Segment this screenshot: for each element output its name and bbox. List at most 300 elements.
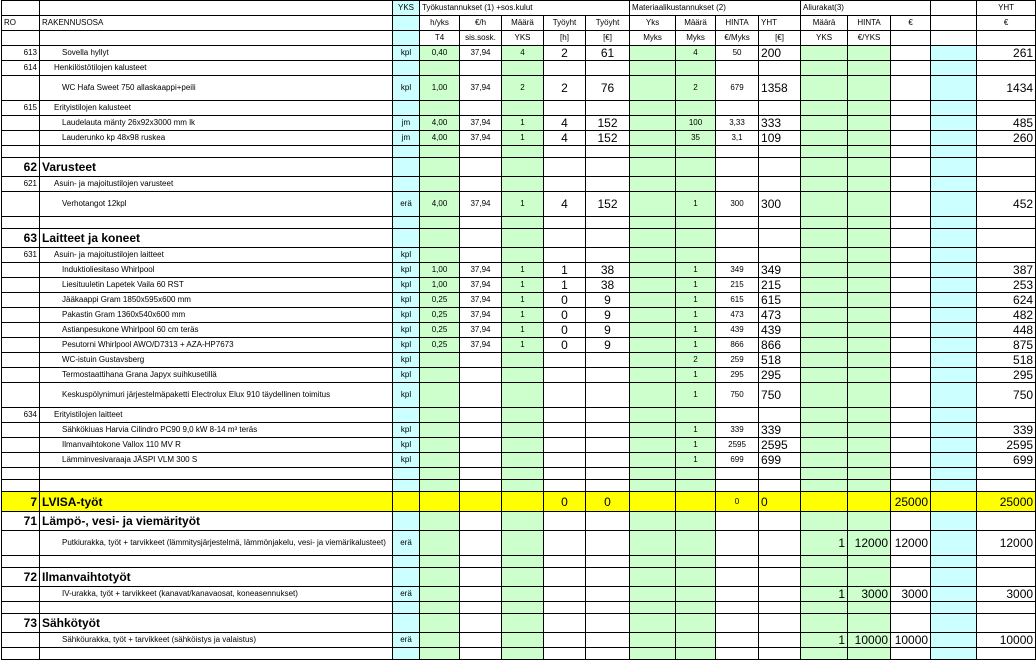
cell-mk: [630, 131, 676, 146]
cell-h: [420, 568, 460, 587]
cell-mm: 1: [676, 423, 716, 438]
cell-am: [801, 116, 848, 131]
cell-my: 300: [759, 192, 801, 217]
cell-th: 0: [544, 293, 586, 308]
group-row: [2, 248, 1036, 263]
cell-h: [420, 512, 460, 531]
cell-ro: [2, 438, 40, 453]
cell-e: [460, 480, 502, 492]
cell-y: [977, 229, 1036, 248]
cell-yks: kpl: [393, 353, 420, 368]
cell-mh: 750: [716, 383, 759, 408]
cell-m: [502, 556, 544, 568]
cell-mk: [630, 531, 676, 556]
cell-m: 2: [502, 76, 544, 101]
cell-h: [420, 146, 460, 158]
cell-e: [460, 587, 502, 602]
cell-am: [801, 602, 848, 614]
cell-mm: [676, 512, 716, 531]
cell-my: [759, 480, 801, 492]
cell-h: [420, 61, 460, 76]
cell-ae: [891, 614, 931, 633]
cell-name: Ilmanvaihtokone Vallox 110 MV R: [40, 438, 393, 453]
cell-h: [420, 368, 460, 383]
cell-te: 152: [586, 131, 630, 146]
cell-h: 1,00: [420, 278, 460, 293]
table-row: [2, 453, 1036, 468]
table-row: [2, 293, 1036, 308]
cell-name: [40, 556, 393, 568]
cell-h: [420, 438, 460, 453]
cell-mk: [630, 453, 676, 468]
cell-ae: [891, 248, 931, 263]
table-body: [2, 46, 1036, 660]
cell-th: [544, 383, 586, 408]
cell-th: [544, 614, 586, 633]
cell-ae: [891, 383, 931, 408]
cell-yks: kpl: [393, 76, 420, 101]
cell-yks: [393, 468, 420, 480]
cell-yks: erä: [393, 192, 420, 217]
cell-ro: 634: [2, 408, 40, 423]
cell-te: [586, 217, 630, 229]
cell-am: [801, 278, 848, 293]
cell-ro: 73: [2, 614, 40, 633]
header-row-2: [2, 16, 1036, 31]
cell-yks: kpl: [393, 293, 420, 308]
cell-mh: [716, 408, 759, 423]
cell-ro: [2, 383, 40, 408]
cell-e: 37,94: [460, 308, 502, 323]
table-row: [2, 323, 1036, 338]
yht-header: YHT: [977, 1, 1036, 16]
cell-my: 109: [759, 131, 801, 146]
cell-ae: [891, 568, 931, 587]
cell-te: 152: [586, 192, 630, 217]
table-row: [2, 46, 1036, 61]
cell-mk: [630, 480, 676, 492]
cell-ro: [2, 531, 40, 556]
cell-my: 866: [759, 338, 801, 353]
cell-name: Liesituuletin Lapetek Vaila 60 RST: [40, 278, 393, 293]
myks2-header: Myks: [630, 31, 676, 46]
cell-ae: [891, 293, 931, 308]
cell-ro: [2, 556, 40, 568]
cell-x: [931, 177, 977, 192]
cell-y: 875: [977, 338, 1036, 353]
cell-yks: kpl: [393, 438, 420, 453]
cell-te: [586, 568, 630, 587]
rakennusosa-header: RAKENNUSOSA: [40, 16, 393, 31]
cell-mh: [716, 531, 759, 556]
cell-am: 1: [801, 587, 848, 602]
cell-name: LVISA-työt: [40, 492, 393, 512]
ayks-header: YKS: [801, 31, 848, 46]
cell-e: [460, 368, 502, 383]
myks-header: Yks: [630, 16, 676, 31]
cell-th: [544, 229, 586, 248]
cell-ae: [891, 408, 931, 423]
cell-te: [586, 146, 630, 158]
cell-x: [931, 587, 977, 602]
cell-e: [460, 438, 502, 453]
ahinta-header: HINTA: [848, 16, 891, 31]
cell-e: [460, 492, 502, 512]
cell-e: [460, 101, 502, 116]
cell-name: [40, 468, 393, 480]
cell-mh: [716, 480, 759, 492]
cell-my: 1358: [759, 76, 801, 101]
cell-yks: jm: [393, 116, 420, 131]
aeur-header: €: [891, 16, 931, 31]
cell-te: [586, 101, 630, 116]
cell-ae: [891, 338, 931, 353]
cell-mh: 215: [716, 278, 759, 293]
cell-h: [420, 217, 460, 229]
cell-m: [502, 492, 544, 512]
cell-ah: [848, 368, 891, 383]
cell-ah: [848, 76, 891, 101]
cell-te: 9: [586, 323, 630, 338]
cell-mm: 1: [676, 368, 716, 383]
table-row: [2, 263, 1036, 278]
cell-am: [801, 131, 848, 146]
cell-mm: [676, 217, 716, 229]
cell-ro: [2, 131, 40, 146]
cell-ah: [848, 146, 891, 158]
cell-ae: 25000: [891, 492, 931, 512]
table-row: [2, 278, 1036, 293]
cell-mk: [630, 353, 676, 368]
cell-yks: [393, 408, 420, 423]
table-row: [2, 192, 1036, 217]
cell-ro: [2, 263, 40, 278]
cell-m: [502, 158, 544, 177]
cell-ae: [891, 308, 931, 323]
cell-ah: [848, 568, 891, 587]
cell-am: [801, 614, 848, 633]
cell-y: [977, 177, 1036, 192]
cell-y: 25000: [977, 492, 1036, 512]
cell-ro: 621: [2, 177, 40, 192]
cell-y: 452: [977, 192, 1036, 217]
cell-yks: erä: [393, 587, 420, 602]
cell-my: [759, 587, 801, 602]
cell-am: [801, 338, 848, 353]
cell-m: [502, 602, 544, 614]
cell-my: 2595: [759, 438, 801, 453]
cell-am: [801, 468, 848, 480]
cell-yks: [393, 158, 420, 177]
cell-m: [502, 368, 544, 383]
cell-h: [420, 480, 460, 492]
cell-te: [586, 587, 630, 602]
cell-yks: kpl: [393, 323, 420, 338]
cell-m: [502, 468, 544, 480]
table-row: [2, 338, 1036, 353]
cell-h: [420, 229, 460, 248]
cell-am: [801, 353, 848, 368]
cell-te: 9: [586, 338, 630, 353]
cell-m: [502, 177, 544, 192]
cell-mk: [630, 368, 676, 383]
cell-am: [801, 293, 848, 308]
cell-ae: [891, 263, 931, 278]
cell-te: 9: [586, 308, 630, 323]
cell-mh: 679: [716, 76, 759, 101]
section-row: [2, 229, 1036, 248]
cell-y: 1434: [977, 76, 1036, 101]
section-row: [2, 512, 1036, 531]
cell-ah: [848, 556, 891, 568]
cell-x: [931, 338, 977, 353]
cell-ah: [848, 512, 891, 531]
cell-h: [420, 408, 460, 423]
cell-name: Termostaattihana Grana Japyx suihkusetillä: [40, 368, 393, 383]
cell-h: [420, 492, 460, 512]
cell-name: Asuin- ja majoitustilojen varusteet: [40, 177, 393, 192]
cell-th: 0: [544, 323, 586, 338]
cell-ah: [848, 61, 891, 76]
cell-mh: [716, 512, 759, 531]
cell-te: [586, 229, 630, 248]
cell-mk: [630, 308, 676, 323]
cell-m: 1: [502, 278, 544, 293]
cell-mm: [676, 492, 716, 512]
section-row: [2, 158, 1036, 177]
cell-te: [586, 408, 630, 423]
cell-y: [977, 408, 1036, 423]
cell-my: 333: [759, 116, 801, 131]
cell-mk: [630, 116, 676, 131]
cell-te: [586, 61, 630, 76]
cell-th: [544, 248, 586, 263]
cell-mm: 4: [676, 46, 716, 61]
spacer-row: [2, 648, 1036, 660]
cell-e: [460, 217, 502, 229]
cell-yks: [393, 492, 420, 512]
cell-mh: [716, 61, 759, 76]
cell-te: 0: [586, 492, 630, 512]
cell-mm: 1: [676, 383, 716, 408]
cell-ah: [848, 480, 891, 492]
cell-mm: 2: [676, 353, 716, 368]
cell-h: 1,00: [420, 263, 460, 278]
cell-ro: [2, 648, 40, 660]
cell-e: [460, 531, 502, 556]
cell-mm: 1: [676, 338, 716, 353]
cell-e: [460, 633, 502, 648]
cell-h: [420, 602, 460, 614]
cell-th: [544, 61, 586, 76]
cell-y: 750: [977, 383, 1036, 408]
tyoyht-eur-header: Työyht: [586, 16, 630, 31]
cell-ro: [2, 192, 40, 217]
cell-m: [502, 568, 544, 587]
cell-mk: [630, 587, 676, 602]
cell-x: [931, 131, 977, 146]
cell-am: [801, 158, 848, 177]
cell-x: [931, 423, 977, 438]
cell-am: [801, 217, 848, 229]
cell-th: [544, 480, 586, 492]
cell-ro: [2, 76, 40, 101]
cell-ah: [848, 383, 891, 408]
cell-mk: [630, 492, 676, 512]
cell-ro: [2, 480, 40, 492]
cell-x: [931, 648, 977, 660]
cell-ae: [891, 61, 931, 76]
cell-mm: [676, 480, 716, 492]
cell-am: [801, 556, 848, 568]
cell-ro: [2, 633, 40, 648]
cell-e: 37,94: [460, 116, 502, 131]
cell-mm: 1: [676, 192, 716, 217]
cell-y: 448: [977, 323, 1036, 338]
cell-name: [40, 602, 393, 614]
cell-th: [544, 368, 586, 383]
cell-am: [801, 177, 848, 192]
cell-te: [586, 602, 630, 614]
cell-mm: [676, 146, 716, 158]
cell-am: [801, 492, 848, 512]
spacer-row: [2, 556, 1036, 568]
cell-ah: [848, 468, 891, 480]
cell-m: [502, 480, 544, 492]
cell-th: 1: [544, 278, 586, 293]
cell-y: 295: [977, 368, 1036, 383]
cell-yks: kpl: [393, 46, 420, 61]
cell-m: 1: [502, 192, 544, 217]
cell-te: [586, 423, 630, 438]
cell-e: [460, 158, 502, 177]
cell-te: 38: [586, 278, 630, 293]
cell-mm: 1: [676, 308, 716, 323]
cell-yks: jm: [393, 131, 420, 146]
cell-ae: [891, 353, 931, 368]
amaara-header: Määrä: [801, 16, 848, 31]
hyks-header: h/yks: [420, 16, 460, 31]
table-row: [2, 353, 1036, 368]
cell-am: [801, 408, 848, 423]
cell-th: [544, 648, 586, 660]
cell-mk: [630, 568, 676, 587]
cell-name: Verhotangot 12kpl: [40, 192, 393, 217]
cell-mm: 1: [676, 323, 716, 338]
cell-ah: [848, 131, 891, 146]
cell-mm: [676, 614, 716, 633]
cell-m: 1: [502, 338, 544, 353]
cell-th: [544, 468, 586, 480]
cell-mm: [676, 587, 716, 602]
cell-mh: 339: [716, 423, 759, 438]
cell-te: [586, 480, 630, 492]
cell-my: 439: [759, 323, 801, 338]
cell-yks: [393, 556, 420, 568]
cell-y: 624: [977, 293, 1036, 308]
cell-am: [801, 46, 848, 61]
cell-ah: 3000: [848, 587, 891, 602]
cell-am: [801, 76, 848, 101]
cell-e: 37,94: [460, 76, 502, 101]
cell-am: [801, 308, 848, 323]
cell-mh: 866: [716, 338, 759, 353]
cell-te: [586, 383, 630, 408]
eurayks-header: €/YKS: [848, 31, 891, 46]
tyoyht-h-header: Työyht: [544, 16, 586, 31]
cell-name: Lauderunko kp 48x98 ruskea: [40, 131, 393, 146]
cell-ro: [2, 116, 40, 131]
cell-ah: [848, 648, 891, 660]
cell-ah: [848, 323, 891, 338]
cell-mh: 439: [716, 323, 759, 338]
table-row: [2, 438, 1036, 453]
cell-x: [931, 453, 977, 468]
cell-mm: [676, 229, 716, 248]
cell-my: [759, 614, 801, 633]
cell-mh: [716, 633, 759, 648]
cell-th: 1: [544, 263, 586, 278]
cell-x: [931, 263, 977, 278]
cell-th: [544, 423, 586, 438]
cell-mm: [676, 556, 716, 568]
cell-x: [931, 46, 977, 61]
cell-x: [931, 116, 977, 131]
spacer-row: [2, 480, 1036, 492]
cell-my: [759, 602, 801, 614]
cell-ro: 614: [2, 61, 40, 76]
cell-mm: [676, 531, 716, 556]
cell-y: [977, 248, 1036, 263]
cell-am: [801, 383, 848, 408]
cell-h: 0,25: [420, 338, 460, 353]
cell-name: Henkilöstötilojen kalusteet: [40, 61, 393, 76]
cell-mm: 1: [676, 278, 716, 293]
cell-mk: [630, 438, 676, 453]
cell-mk: [630, 383, 676, 408]
cell-x: [931, 293, 977, 308]
cell-my: 295: [759, 368, 801, 383]
cell-y: 3000: [977, 587, 1036, 602]
cell-mm: [676, 158, 716, 177]
cell-my: 215: [759, 278, 801, 293]
cell-yks: kpl: [393, 383, 420, 408]
cell-e: [460, 468, 502, 480]
cell-x: [931, 438, 977, 453]
cell-m: [502, 408, 544, 423]
cell-am: [801, 192, 848, 217]
cell-ah: [848, 614, 891, 633]
cell-ah: [848, 177, 891, 192]
cell-e: [460, 568, 502, 587]
cell-h: 4,00: [420, 192, 460, 217]
cell-mh: [716, 248, 759, 263]
cell-te: 152: [586, 116, 630, 131]
cell-y: 482: [977, 308, 1036, 323]
cell-e: 37,94: [460, 293, 502, 308]
cell-ro: [2, 323, 40, 338]
cell-h: [420, 633, 460, 648]
materiaali-header: Materiaalikustannukset (2): [630, 1, 801, 16]
cell-e: [460, 146, 502, 158]
h-unit-header: [h]: [544, 31, 586, 46]
cell-y: [977, 101, 1036, 116]
ro-header: RO: [2, 16, 40, 31]
cell-te: [586, 531, 630, 556]
cell-my: 200: [759, 46, 801, 61]
cell-ah: [848, 492, 891, 512]
cell-mk: [630, 338, 676, 353]
